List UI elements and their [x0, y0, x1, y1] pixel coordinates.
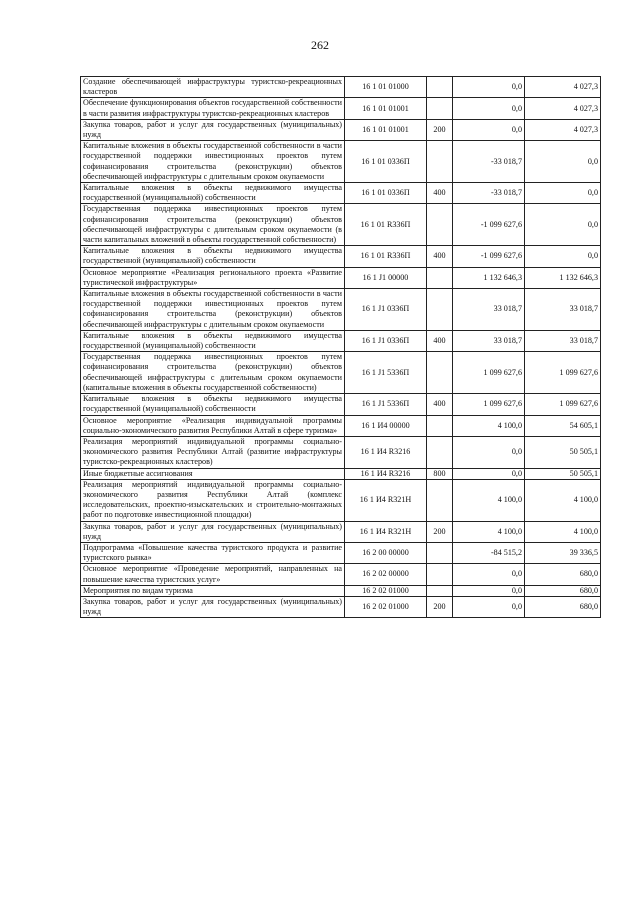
- row-total-amount-cell: 680,0: [525, 564, 601, 585]
- row-total-amount-cell: 4 027,3: [525, 98, 601, 119]
- row-code-cell: 16 1 01 01001: [345, 98, 427, 119]
- row-total-amount-cell: 0,0: [525, 183, 601, 204]
- row-name-cell: Государственная поддержка инвестиционных проектов путем софинансирования строительства (реконструкции) объектов обеспечивающей инфраструктуры с длительным сроком окупаемости (капитальные вложения в объекты государственной собственности): [81, 352, 345, 394]
- row-total-amount-cell: 680,0: [525, 596, 601, 617]
- table-row: [81, 77, 601, 98]
- row-change-amount-cell: 1 099 627,6: [453, 394, 525, 415]
- row-name-cell: Капитальные вложения в объекты недвижимого имущества государственной (муниципальной) собственности: [81, 330, 345, 351]
- row-change-amount-cell: 0,0: [453, 98, 525, 119]
- row-code-cell: 16 1 И4 R3216: [345, 468, 427, 479]
- table-row: [81, 330, 601, 351]
- row-change-amount-cell: 0,0: [453, 77, 525, 98]
- row-total-amount-cell: 4 100,0: [525, 479, 601, 521]
- row-total-amount-cell: 4 027,3: [525, 77, 601, 98]
- row-total-amount-cell: 680,0: [525, 585, 601, 596]
- row-code-cell: 16 1 J1 5336П: [345, 352, 427, 394]
- row-total-amount-cell: 0,0: [525, 204, 601, 246]
- row-code-cell: 16 1 И4 00000: [345, 415, 427, 436]
- row-name-cell: Основное мероприятие «Реализация индивидуальной программы социально-экономического развития Республики Алтай в сфере туризма»: [81, 415, 345, 436]
- page-number: 262: [311, 38, 329, 52]
- row-total-amount-cell: 33 018,7: [525, 289, 601, 331]
- row-expense-type-cell: 200: [427, 521, 453, 542]
- table-row: [81, 415, 601, 436]
- row-code-cell: 16 2 02 01000: [345, 596, 427, 617]
- row-expense-type-cell: [427, 415, 453, 436]
- row-name-cell: Создание обеспечивающей инфраструктуры туристско-рекреационных кластеров: [81, 77, 345, 98]
- row-expense-type-cell: 200: [427, 119, 453, 140]
- row-expense-type-cell: [427, 141, 453, 183]
- row-change-amount-cell: 0,0: [453, 468, 525, 479]
- row-code-cell: 16 1 J1 0336П: [345, 289, 427, 331]
- row-change-amount-cell: 0,0: [453, 585, 525, 596]
- row-change-amount-cell: 0,0: [453, 436, 525, 468]
- row-code-cell: 16 1 01 01001: [345, 119, 427, 140]
- row-code-cell: 16 1 01 01000: [345, 77, 427, 98]
- row-change-amount-cell: 4 100,0: [453, 479, 525, 521]
- table-row: [81, 542, 601, 563]
- row-expense-type-cell: 400: [427, 330, 453, 351]
- row-code-cell: 16 1 И4 R3216: [345, 436, 427, 468]
- table-row: [81, 289, 601, 331]
- row-name-cell: Капитальные вложения в объекты государственной собственности в части государственной поддержки инвестиционных проектов путем софинансирования строительства (реконструкции) объектов обеспечивающей инфраструктуры с длительным сроком окупаемости: [81, 289, 345, 331]
- row-code-cell: 16 2 02 00000: [345, 564, 427, 585]
- table-row: [81, 596, 601, 617]
- table-row: [81, 98, 601, 119]
- row-name-cell: Капитальные вложения в объекты государственной собственности в части государственной поддержки инвестиционных проектов путем софинансирования строительства (реконструкции) объектов обеспечивающей инфраструктуры с длительным сроком окупаемости: [81, 141, 345, 183]
- row-code-cell: 16 2 00 00000: [345, 542, 427, 563]
- row-name-cell: Реализация мероприятий индивидуальной программы социально-экономического развития Республики Алтай (развитие инфраструктуры туристско-рекреационных кластеров): [81, 436, 345, 468]
- row-expense-type-cell: [427, 564, 453, 585]
- row-change-amount-cell: 33 018,7: [453, 330, 525, 351]
- row-expense-type-cell: [427, 77, 453, 98]
- table-row: [81, 521, 601, 542]
- row-change-amount-cell: 1 132 646,3: [453, 267, 525, 288]
- row-name-cell: Обеспечение функционирования объектов государственной собственности в части развития инфраструктуры туристско-рекреационных кластеров: [81, 98, 345, 119]
- row-expense-type-cell: [427, 436, 453, 468]
- row-change-amount-cell: 0,0: [453, 119, 525, 140]
- row-name-cell: Капитальные вложения в объекты недвижимого имущества государственной (муниципальной) собственности: [81, 246, 345, 267]
- row-expense-type-cell: 400: [427, 394, 453, 415]
- row-total-amount-cell: 0,0: [525, 141, 601, 183]
- row-name-cell: Закупка товаров, работ и услуг для государственных (муниципальных) нужд: [81, 596, 345, 617]
- row-name-cell: Подпрограмма «Повышение качества туристского продукта и развитие туристского рынка»: [81, 542, 345, 563]
- table-row: [81, 585, 601, 596]
- row-total-amount-cell: 39 336,5: [525, 542, 601, 563]
- row-name-cell: Капитальные вложения в объекты недвижимого имущества государственной (муниципальной) собственности: [81, 394, 345, 415]
- row-change-amount-cell: -84 515,2: [453, 542, 525, 563]
- row-change-amount-cell: -33 018,7: [453, 183, 525, 204]
- row-total-amount-cell: 54 605,1: [525, 415, 601, 436]
- row-code-cell: 16 1 И4 R321Н: [345, 521, 427, 542]
- row-total-amount-cell: 4 100,0: [525, 521, 601, 542]
- row-expense-type-cell: [427, 204, 453, 246]
- row-change-amount-cell: 4 100,0: [453, 415, 525, 436]
- table-row: [81, 468, 601, 479]
- row-name-cell: Закупка товаров, работ и услуг для государственных (муниципальных) нужд: [81, 119, 345, 140]
- row-code-cell: 16 1 J1 00000: [345, 267, 427, 288]
- row-expense-type-cell: 400: [427, 246, 453, 267]
- row-name-cell: Государственная поддержка инвестиционных проектов путем софинансирования строительства (реконструкции) объектов обеспечивающей инфраструктуры с длительным сроком окупаемости (в части капитальных вложений в объекты государственной собственности): [81, 204, 345, 246]
- row-expense-type-cell: [427, 542, 453, 563]
- row-expense-type-cell: 200: [427, 596, 453, 617]
- row-change-amount-cell: 0,0: [453, 596, 525, 617]
- row-total-amount-cell: 4 027,3: [525, 119, 601, 140]
- row-change-amount-cell: -1 099 627,6: [453, 204, 525, 246]
- row-total-amount-cell: 0,0: [525, 246, 601, 267]
- table-row: [81, 204, 601, 246]
- row-change-amount-cell: 1 099 627,6: [453, 352, 525, 394]
- row-expense-type-cell: 800: [427, 468, 453, 479]
- table-row: [81, 352, 601, 394]
- table-row: [81, 479, 601, 521]
- row-expense-type-cell: [427, 98, 453, 119]
- row-expense-type-cell: [427, 585, 453, 596]
- budget-table: [80, 76, 601, 618]
- row-code-cell: 16 1 01 R336П: [345, 246, 427, 267]
- row-code-cell: 16 1 01 0336П: [345, 141, 427, 183]
- row-change-amount-cell: -33 018,7: [453, 141, 525, 183]
- table-row: [81, 141, 601, 183]
- row-expense-type-cell: [427, 289, 453, 331]
- row-expense-type-cell: [427, 267, 453, 288]
- table-row: [81, 267, 601, 288]
- table-row: [81, 183, 601, 204]
- row-total-amount-cell: 1 132 646,3: [525, 267, 601, 288]
- row-total-amount-cell: 1 099 627,6: [525, 352, 601, 394]
- row-code-cell: 16 1 J1 5336П: [345, 394, 427, 415]
- row-code-cell: 16 1 И4 R321Н: [345, 479, 427, 521]
- table-row: [81, 119, 601, 140]
- row-name-cell: Иные бюджетные ассигнования: [81, 468, 345, 479]
- table-row: [81, 394, 601, 415]
- row-name-cell: Закупка товаров, работ и услуг для государственных (муниципальных) нужд: [81, 521, 345, 542]
- row-total-amount-cell: 33 018,7: [525, 330, 601, 351]
- row-code-cell: 16 2 02 01000: [345, 585, 427, 596]
- row-change-amount-cell: 0,0: [453, 564, 525, 585]
- row-total-amount-cell: 1 099 627,6: [525, 394, 601, 415]
- row-code-cell: 16 1 01 R336П: [345, 204, 427, 246]
- row-name-cell: Основное мероприятие «Реализация регионального проекта «Развитие туристической инфраструктуры»: [81, 267, 345, 288]
- table-row: [81, 564, 601, 585]
- row-change-amount-cell: -1 099 627,6: [453, 246, 525, 267]
- row-change-amount-cell: 4 100,0: [453, 521, 525, 542]
- row-change-amount-cell: 33 018,7: [453, 289, 525, 331]
- row-name-cell: Мероприятия по видам туризма: [81, 585, 345, 596]
- row-code-cell: 16 1 J1 0336П: [345, 330, 427, 351]
- row-name-cell: Основное мероприятие «Проведение мероприятий, направленных на повышение качества туристских услуг»: [81, 564, 345, 585]
- table-row: [81, 246, 601, 267]
- row-total-amount-cell: 50 505,1: [525, 468, 601, 479]
- row-name-cell: Реализация мероприятий индивидуальной программы социально-экономического развития Республики Алтай (комплекс исследовательских, проектно-изыскательских и строительно-монтажных работ по подготовке инвестиционной площадки): [81, 479, 345, 521]
- row-expense-type-cell: [427, 479, 453, 521]
- row-expense-type-cell: 400: [427, 183, 453, 204]
- row-name-cell: Капитальные вложения в объекты недвижимого имущества государственной (муниципальной) собственности: [81, 183, 345, 204]
- row-code-cell: 16 1 01 0336П: [345, 183, 427, 204]
- row-expense-type-cell: [427, 352, 453, 394]
- row-total-amount-cell: 50 505,1: [525, 436, 601, 468]
- table-row: [81, 436, 601, 468]
